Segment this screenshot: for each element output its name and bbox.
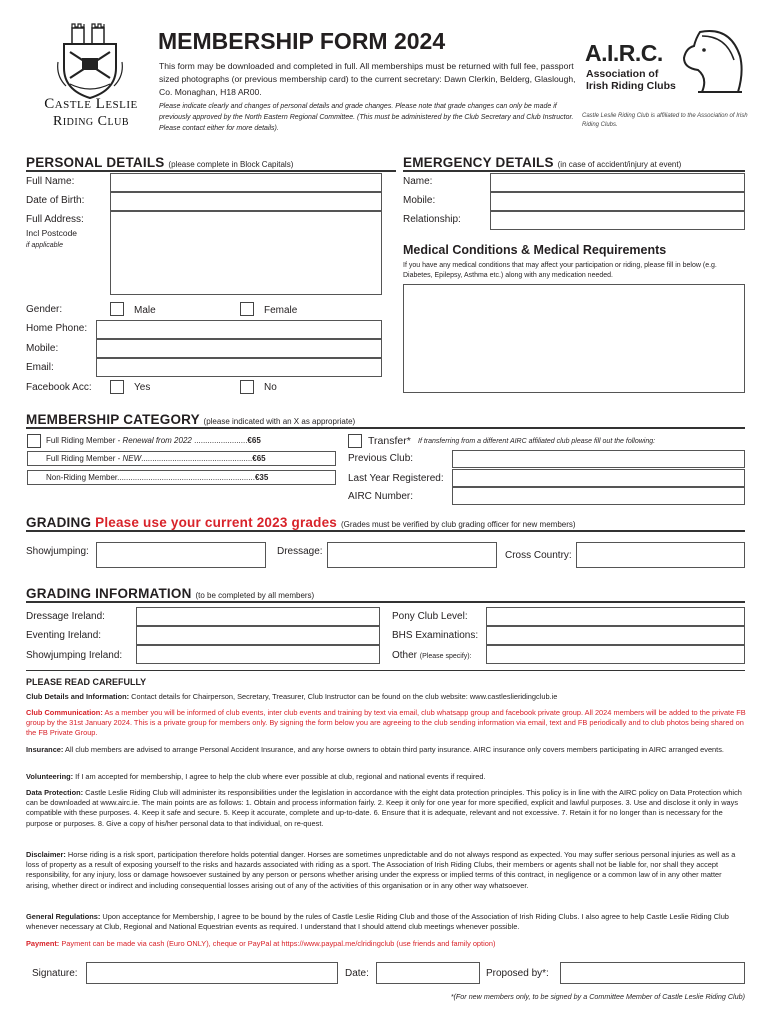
dressage-ireland-field[interactable]	[136, 607, 380, 626]
showjumping-ireland-label: Showjumping Ireland:	[26, 650, 123, 661]
mobile-field[interactable]	[96, 339, 382, 358]
showjumping-field[interactable]	[96, 542, 266, 568]
yes-label: Yes	[134, 382, 151, 393]
male-label: Male	[134, 305, 156, 316]
airc-logo	[585, 28, 755, 98]
email-label: Email:	[26, 362, 54, 373]
relationship-field[interactable]	[490, 211, 745, 230]
transfer-note: If transferring from a different AIRC affiliated club please fill out the following:	[418, 438, 656, 445]
emergency-mobile-label: Mobile:	[403, 195, 436, 206]
showjumping-ireland-field[interactable]	[136, 645, 380, 664]
email-field[interactable]	[96, 358, 382, 377]
membership-heading: MEMBERSHIP CATEGORY (please indicated with an X as appropriate)	[26, 412, 356, 427]
last-year-label: Last Year Registered:	[348, 473, 444, 484]
showjumping-label: Showjumping:	[26, 546, 89, 557]
female-label: Female	[264, 305, 298, 316]
airc-number-label: AIRC Number:	[348, 491, 414, 502]
grading-info-heading: GRADING INFORMATION (to be completed by all members)	[26, 586, 315, 601]
facebook-label: Facebook Acc:	[26, 382, 92, 393]
airc-number-field[interactable]	[452, 487, 745, 505]
postcode-label: Incl Postcode	[26, 228, 78, 238]
terms-heading: PLEASE READ CAREFULLY	[26, 677, 147, 687]
membership-rule	[26, 427, 745, 429]
medical-text: If you have any medical conditions that may affect your participation or riding, please fill in below (e.g. Diabetes, Epilepsy, Asthma etc.) along with any medication needed.	[403, 262, 717, 279]
airc-affiliation-note: Castle Leslie Riding Club is affiliated to the Association of Irish Riding Clubs.	[582, 113, 748, 128]
general-regulations-para: General Regulations: Upon acceptance for Membership, I agree to be bound by the rules of Castle Leslie Riding Club and those of the Association of Irish Riding Clubs. I also agree to help Castle Leslie Riding Club whenever necessary at Club, Regional and National Equestrian events as required. I understand that I should attend club meetings whenever possible.	[26, 912, 729, 932]
volunteering-para: Volunteering: If I am accepted for membership, I agree to help the club where ever possible at club, regional and national events if required.	[26, 772, 486, 781]
proposed-by-field[interactable]	[560, 962, 745, 984]
club-crest-logo	[56, 22, 124, 102]
gender-female-checkbox[interactable]	[240, 302, 254, 316]
transfer-label: Transfer*	[368, 435, 411, 447]
facebook-yes-checkbox[interactable]	[110, 380, 124, 394]
grading-heading: GRADING Please use your current 2023 grades (Grades must be verified by club grading officer for new members)	[26, 515, 576, 530]
club-communication-para: Club Communication: As a member you will be informed of club events, inter club events and training by text via email, club whatsapp group and facebook private group. All 2024 members will be added to the private FB group by the 31st January 2024. This is a private group for members only. By signing the form below you are agreeing to the club sending information via email, text and FB periodically and to club photos being shared on the FB Private Group.	[26, 708, 746, 738]
dressage-field[interactable]	[327, 542, 497, 568]
grade-change-note: Please indicate clearly and changes of personal details and grade changes. Please note that grade changes can only be made if previously approved by the North Eastern Regional Committee. (This must be administered by the Club Secretary and Club Instructor. Please contact either for more details).	[159, 103, 574, 132]
last-year-field[interactable]	[452, 469, 745, 487]
signature-field[interactable]	[86, 962, 338, 984]
previous-club-label: Previous Club:	[348, 453, 414, 464]
facebook-no-checkbox[interactable]	[240, 380, 254, 394]
gender-label: Gender:	[26, 304, 63, 315]
emergency-rule	[403, 170, 745, 172]
full-new-label: Full Riding Member - NEW..................................................€65	[46, 454, 266, 463]
full-renewal-checkbox[interactable]	[27, 434, 41, 448]
other-field[interactable]	[486, 645, 745, 664]
club-name-line2: Riding Club	[52, 114, 129, 129]
airc-logo-sub1: Association of	[586, 68, 659, 80]
emergency-name-field[interactable]	[490, 173, 745, 192]
personal-details-heading: PERSONAL DETAILS (please complete in Block Capitals)	[26, 155, 294, 170]
dob-field[interactable]	[110, 192, 382, 211]
club-details-para: Club Details and Information: Contact details for Chairperson, Secretary, Treasurer, Club Instructor can be found on the club website: www.castleslieridingclub.ie	[26, 692, 558, 701]
previous-club-field[interactable]	[452, 450, 745, 468]
other-label: Other (Please specify):	[392, 650, 472, 661]
bhs-field[interactable]	[486, 626, 745, 645]
home-phone-field[interactable]	[96, 320, 382, 339]
proposed-by-label: Proposed by*:	[486, 968, 549, 979]
club-name-line1: Castle Leslie	[44, 96, 138, 112]
castle-crest-icon	[56, 22, 124, 102]
terms-top-rule	[26, 670, 745, 671]
airc-logo-text: A.I.R.C.	[585, 40, 663, 66]
airc-logo-sub2: Irish Riding Clubs	[586, 80, 676, 92]
dressage-ireland-label: Dressage Ireland:	[26, 611, 105, 622]
dob-label: Date of Birth:	[26, 195, 85, 206]
disclaimer-para: Disclaimer: Horse riding is a risk sport, participation therefore holds potential danger. Horses are sometimes unpredictable and do not always respond as expected. You may suffer serious personal injuries as well as a loss of property as a result of exposing yourself to the risks and hazards associated with riding as a sport. The Association of Irish Riding Clubs, their members or agents shall not be liable for, nor shall they accept responsibility, for any injury, loss or damage howsoever sustained by any person or persons whether arising under the express or implied terms of this contract, in negligence or a common law of in any other matter arising, whether direct or indirect and including consequential losses arising out of any of the activities of this organisation or in any other way whatsoever.	[26, 850, 736, 890]
emergency-details-heading: EMERGENCY DETAILS (in case of accident/injury at event)	[403, 155, 682, 170]
data-protection-para: Data Protection: Castle Leslie Riding Club will administer its responsibilities under the legislation in accordance with the eight data protection principles. This policy is in line with the AIRC policy on Data Protection which can be downloaded at www.airc.ie. The main points are as follows: 1. Obtain and process information fairly. 2. Keep it only for one year for more specified, explicit and lawful purposes. 3. Use and disclose it only in ways compatible with these purposes. 4. Keep it safe and secure. 5. Keep it accurate, complete and up-to-date. 6. Ensure that it is adequate, relevant and not excessive. 7. Retain it for no longer than is necessary for the purpose or purposes. 8. Give a copy of his/her personal data to that individual, on re-quest.	[26, 788, 742, 828]
intro-text: This form may be downloaded and completed in full. All memberships must be returned with full fee, passport sized photographs (or previous membership card) to the current secretary: Dawn Clerkin, Belderg, Glaslough, Co. Monaghan, H18 AR00.	[159, 61, 576, 97]
insurance-para: Insurance: All club members are advised to arrange Personal Accident Insurance, and any horse owners to obtain third party insurance. AIRC insurance only covers members participating in AIRC arranged events.	[26, 745, 724, 754]
full-renewal-label: Full Riding Member - Renewal from 2022 ........................€65	[46, 436, 261, 445]
cross-country-label: Cross Country:	[505, 550, 572, 561]
transfer-checkbox[interactable]	[348, 434, 362, 448]
address-field[interactable]	[110, 211, 382, 295]
signature-footnote: *(For new members only, to be signed by a Committee Member of Castle Leslie Riding Club)	[450, 992, 745, 1001]
payment-para: Payment: Payment can be made via cash (Euro ONLY), cheque or PayPal at https://www.paypal.me/clridingclub (use friends and family option)	[26, 939, 496, 948]
cross-country-field[interactable]	[576, 542, 745, 568]
emergency-name-label: Name:	[403, 176, 433, 187]
pony-club-label: Pony Club Level:	[392, 611, 468, 622]
signature-label: Signature:	[32, 968, 78, 979]
grading-info-rule	[26, 601, 745, 603]
date-label: Date:	[345, 968, 369, 979]
dressage-label: Dressage:	[277, 546, 323, 557]
emergency-mobile-field[interactable]	[490, 192, 745, 211]
eventing-ireland-field[interactable]	[136, 626, 380, 645]
date-field[interactable]	[376, 962, 480, 984]
bhs-label: BHS Examinations:	[392, 630, 479, 641]
mobile-label: Mobile:	[26, 343, 59, 354]
eventing-ireland-label: Eventing Ireland:	[26, 630, 102, 641]
no-label: No	[264, 382, 277, 393]
full-name-label: Full Name:	[26, 176, 75, 187]
home-phone-label: Home Phone:	[26, 323, 88, 334]
relationship-label: Relationship:	[403, 214, 461, 225]
page-title: MEMBERSHIP FORM 2024	[158, 28, 446, 54]
medical-heading: Medical Conditions & Medical Requirements	[403, 243, 667, 257]
address-label: Full Address:	[26, 214, 84, 225]
pony-club-field[interactable]	[486, 607, 745, 626]
full-name-field[interactable]	[110, 173, 382, 192]
if-applicable-label: if applicable	[26, 242, 63, 249]
personal-rule	[26, 170, 396, 172]
medical-field[interactable]	[403, 284, 745, 393]
gender-male-checkbox[interactable]	[110, 302, 124, 316]
grading-rule	[26, 530, 745, 532]
non-riding-label: Non-Riding Member..............................................................€35	[46, 473, 269, 482]
horse-head-icon	[680, 28, 745, 98]
club-name	[26, 96, 156, 130]
